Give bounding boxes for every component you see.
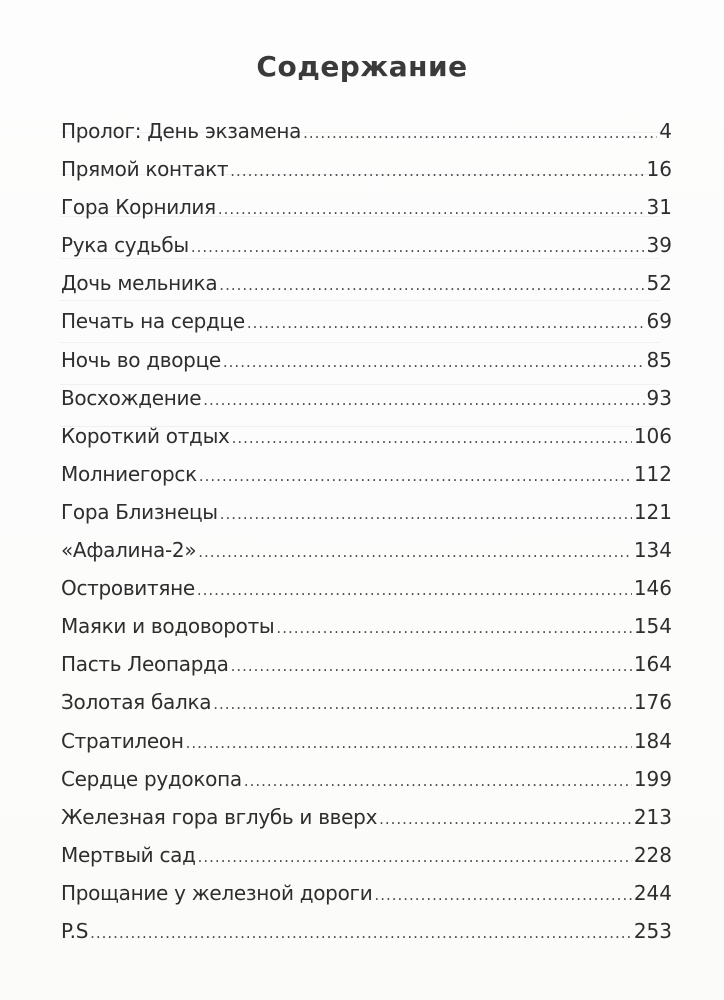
toc-entry [61,881,672,919]
toc-entry-page: 39 [646,233,672,258]
toc-leader-dots [197,581,632,599]
toc-entry [61,195,672,233]
toc-entry-page: 176 [633,690,672,715]
toc-entry-page: 16 [646,157,672,182]
toc-entry [61,729,672,767]
toc-entry [61,386,672,424]
toc-leader-dots [90,924,632,942]
toc-entry [61,843,672,881]
toc-entry-page: 85 [646,347,672,372]
toc-leader-dots [219,276,644,294]
toc-leader-dots [223,353,645,371]
toc-leader-dots [379,810,632,828]
toc-entry-title: Мертвый сад [61,842,196,867]
page-title: Содержание [256,50,468,83]
toc-entry-title: Железная гора вглубь и вверх [61,804,378,829]
toc-entry-title: Печать на сердце [61,309,245,334]
toc-entry-page: 121 [633,499,672,524]
toc-leader-dots [186,734,632,752]
toc-leader-dots [198,848,632,866]
toc-entry-page: 213 [633,804,672,829]
toc-entry-title: Прощание у железной дороги [61,880,373,905]
toc-entry-page: 199 [633,766,672,791]
toc-entry [61,538,672,576]
toc-entry-page: 4 [659,119,672,143]
toc-entry-page: 106 [633,423,672,448]
toc-entry-page: 146 [633,576,672,601]
toc-entry-title: Сердце рудокопа [61,766,242,791]
toc-entry-page: 244 [633,880,672,905]
toc-entry-page: 52 [646,271,672,296]
toc-leader-dots [220,505,632,523]
toc-entry-title: Гора Корнилия [61,195,216,220]
toc-entry-title: Пасть Леопарда [61,652,229,677]
toc-entry-title: Рука судьбы [61,233,189,258]
toc-leader-dots [232,429,632,447]
table-of-contents [61,119,672,957]
toc-entry-page: 164 [633,652,672,677]
toc-entry [61,919,672,957]
toc-leader-dots [303,124,657,142]
toc-leader-dots [247,314,645,332]
toc-entry-title: Золотая балка [61,690,212,715]
toc-leader-dots [276,619,631,637]
toc-entry-title: «Афалина-2» [61,538,197,563]
toc-entry-page: 31 [646,195,672,220]
toc-entry [61,157,672,195]
toc-entry [61,424,672,462]
toc-entry-page: 253 [633,918,672,943]
toc-entry-title: Ночь во дворце [61,347,221,372]
toc-leader-dots [198,543,632,561]
toc-leader-dots [218,200,645,218]
toc-entry [61,614,672,652]
toc-leader-dots [230,162,644,180]
toc-leader-dots [231,657,632,675]
toc-entry [61,462,672,500]
toc-entry-title: Молниегорск [61,461,197,486]
toc-entry [61,119,672,157]
toc-entry-page: 112 [633,461,672,486]
toc-entry-page: 69 [646,309,672,334]
toc-leader-dots [191,238,645,256]
toc-leader-dots [244,772,632,790]
toc-entry-title: Короткий отдых [61,423,230,448]
toc-entry-title: Прямой контакт [61,157,229,182]
toc-entry [61,500,672,538]
toc-entry-title: Пролог: День экзамена [61,119,302,143]
toc-entry-title: Стратилеон [61,728,184,753]
toc-entry-title: Маяки и водовороты [61,614,275,639]
toc-entry [61,576,672,614]
toc-entry-title: Островитяне [61,576,195,601]
toc-entry [61,271,672,309]
toc-entry-page: 154 [633,614,672,639]
toc-entry-title: Гора Близнецы [61,499,218,524]
toc-entry-title: Восхождение [61,385,202,410]
toc-entry-title: Дочь мельника [61,271,218,296]
toc-leader-dots [203,391,644,409]
toc-entry-page: 184 [633,728,672,753]
toc-entry-title: P.S [61,918,89,943]
toc-leader-dots [213,695,632,713]
toc-entry [61,348,672,386]
toc-entry-page: 228 [633,842,672,867]
toc-entry [61,309,672,347]
toc-entry [61,690,672,728]
toc-leader-dots [199,467,632,485]
toc-entry [61,767,672,805]
toc-entry-page: 134 [633,538,672,563]
toc-entry-page: 93 [646,385,672,410]
toc-leader-dots [374,886,631,904]
toc-entry [61,805,672,843]
toc-entry [61,652,672,690]
toc-entry [61,233,672,271]
